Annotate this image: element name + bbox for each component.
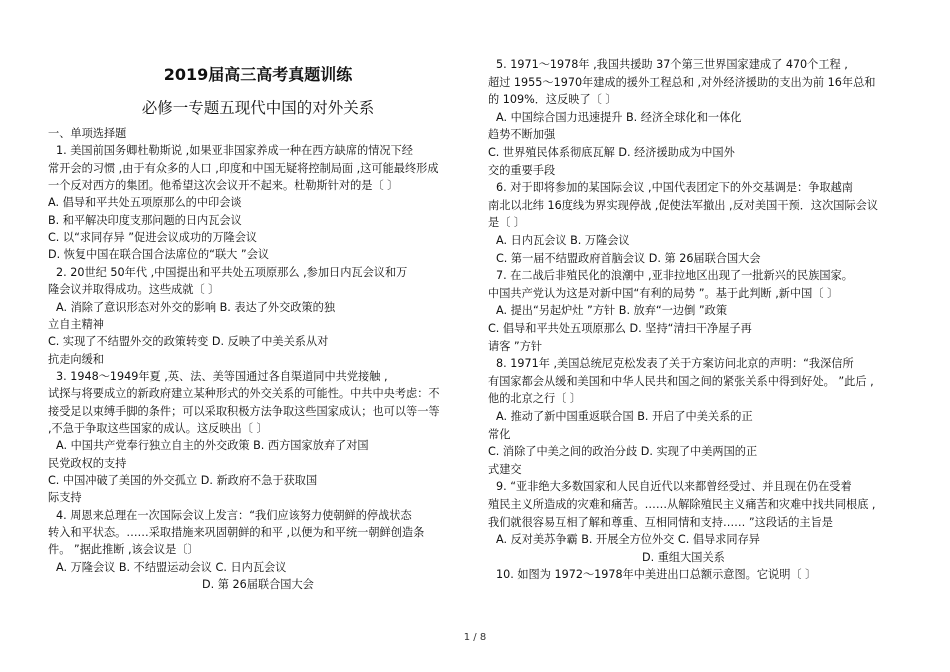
text-line: 民党政权的支持 xyxy=(48,456,127,470)
text-line: 试探与将要成立的新政府建立某种形式的外交关系的可能性。中共中央考虑：不 xyxy=(48,387,440,401)
text-line: A. 消除了意识形态对外交的影响 B. 表达了外交政策的独 xyxy=(56,300,336,314)
page-number: 1 / 8 xyxy=(463,632,487,643)
text-line: 南北以北纬 16度线为界实现停战 ,促使法军撤出 ,反对美国干预．这次国际会议 xyxy=(488,198,879,212)
text-line: 的 109%．这反映了〔 〕 xyxy=(488,93,617,107)
text-line: 常化 xyxy=(488,427,511,441)
text-line: 抗走向缓和 xyxy=(48,352,104,366)
text-line: 他的北京之行〔 〕 xyxy=(488,392,582,406)
text-line: 8. 1971年 ,美国总统尼克松发表了关于方案访问北京的声明：“我深信所 xyxy=(496,357,854,371)
text-line: ,不急于争取这些国家的成认。这反映出〔 〕 xyxy=(48,421,268,435)
text-line: 中国共产党认为这是对新中国“有利的局势 ”。基于此判断 ,新中国〔 〕 xyxy=(488,286,839,300)
text-line: 一、单项选择题 xyxy=(48,127,127,140)
text-line: 殖民主义所造成的灾难和痛苦。……从解除殖民主义痛苦和灾难中找共同根底 , xyxy=(488,498,876,511)
text-line: 我们就很容易互相了解和尊重、互相同情和支持…… ”这段话的主旨是 xyxy=(488,515,833,529)
text-line: 有国家都会从缓和美国和中华人民共和国之间的紧张关系中得到好处。 ”此后 , xyxy=(488,374,874,388)
text-line: A. 中国综合国力迅速提升 B. 经济全球化和一体化 xyxy=(496,110,742,124)
text-line: 是〔 〕 xyxy=(488,216,526,230)
text-line: A. 反对美苏争霸 B. 开展全方位外交 C. 倡导求同存异 xyxy=(496,533,760,547)
text-line: 隆会议并取得成功。这些成就〔 〕 xyxy=(48,283,220,297)
text-line: A. 倡导和平共处五项原那么的中印会谈 xyxy=(48,196,242,210)
text-line: D. 第 26届联合国大会 xyxy=(202,578,314,592)
text-line: 转入和平状态。……采取措施来巩固朝鲜的和平 ,以便为和平统一朝鲜创造条 xyxy=(48,526,425,540)
text-line: 一个反对西方的集团。他希望这次会议开不起来。杜勒斯针对的是〔 〕 xyxy=(48,179,399,193)
text-line: A. 日内瓦会议 B. 万隆会议 xyxy=(496,234,630,247)
text-line: 常开会的习惯 ,由于有众多的人口 ,印度和中国无疑将控制局面 ,这可能最终形成 xyxy=(48,161,439,175)
text-line: A. 推动了新中国重返联合国 B. 开启了中美关系的正 xyxy=(496,410,753,423)
text-line: 10. 如图为 1972～1978年中美进出口总额示意图。它说明〔 〕 xyxy=(496,568,817,582)
text-line: C. 世界殖民体系彻底瓦解 D. 经济援助成为中国外 xyxy=(488,146,735,159)
text-line: 3. 1948～1949年夏 ,英、法、美等国通过各自渠道同中共党接触 , xyxy=(56,369,388,383)
text-line: 7. 在二战后非殖民化的浪潮中 ,亚非拉地区出现了一批新兴的民族国家。 xyxy=(496,269,853,283)
text-line: 接受足以束缚手脚的条件；可以采取积极方法争取这些国家成认；也可以等一等 xyxy=(48,404,440,418)
text-line: 交的重要手段 xyxy=(488,163,556,177)
text-line: 超过 1955～1970年建成的援外工程总和 ,对外经济援助的支出为前 16年总和 xyxy=(488,75,876,89)
text-line: C. 倡导和平共处五项原那么 D. 坚持“清扫干净屋子再 xyxy=(488,322,752,335)
text-line: C. 消除了中美之间的政治分歧 D. 实现了中美两国的正 xyxy=(488,445,758,459)
page-subtitle: 必修一专题五现代中国的对外关系 xyxy=(141,99,375,117)
text-line: A. 中国共产党奉行独立自主的外交政策 B. 西方国家放弃了对国 xyxy=(56,439,369,453)
text-line: D. 恢复中国在联合国合法席位的“联大 ”会议 xyxy=(48,248,270,262)
text-line: 立自主精神 xyxy=(48,317,104,331)
text-line: 式建交 xyxy=(488,462,522,476)
text-line: C. 以“求同存异 ”促进会议成功的万隆会议 xyxy=(48,231,258,245)
text-line: D. 重组大国关系 xyxy=(642,550,725,564)
text-line: 趋势不断加强 xyxy=(488,128,556,142)
text-line: 2. 20世纪 50年代 ,中国提出和平共处五项原那么 ,参加日内瓦会议和万 xyxy=(56,265,408,279)
text-line: 6. 对于即将参加的某国际会议 ,中国代表团定下的外交基调是：争取越南 xyxy=(496,181,853,195)
text-line: 请客 ”方针 xyxy=(488,339,543,353)
page-title: 2019届高三高考真题训练 xyxy=(163,65,353,84)
text-line: 9. “亚非绝大多数国家和人民自近代以来都曾经受过、并且现在仍在受着 xyxy=(496,480,852,494)
text-line: 件。 ”据此推断 ,该会议是〔〕 xyxy=(48,543,199,557)
text-line: 际支持 xyxy=(48,491,82,505)
text-line: C. 实现了不结盟外交的政策转变 D. 反映了中美关系从对 xyxy=(48,335,329,349)
text-line: B. 和平解决印度支那问题的日内瓦会议 xyxy=(48,213,242,227)
text-line: C. 中国冲破了美国的外交孤立 D. 新政府不急于获取国 xyxy=(48,474,318,487)
text-line: A. 万隆会议 B. 不结盟运动会议 C. 日内瓦会议 xyxy=(56,560,287,574)
text-line: 4. 周恩来总理在一次国际会议上发言：“我们应该努力使朝鲜的停战状态 xyxy=(56,508,412,522)
text-line: 5. 1971～1978年 ,我国共援助 37个第三世界国家建成了 470个工程 , xyxy=(496,58,848,71)
text-line: C. 第一届不结盟政府首脑会议 D. 第 26届联合国大会 xyxy=(496,251,761,265)
text-line: A. 提出“另起炉灶 ”方针 B. 放弃“一边倒 ”政策 xyxy=(496,304,728,318)
text-line: 1. 美国前国务卿杜勒斯说 ,如果亚非国家养成一种在西方缺席的情况下经 xyxy=(56,144,413,158)
